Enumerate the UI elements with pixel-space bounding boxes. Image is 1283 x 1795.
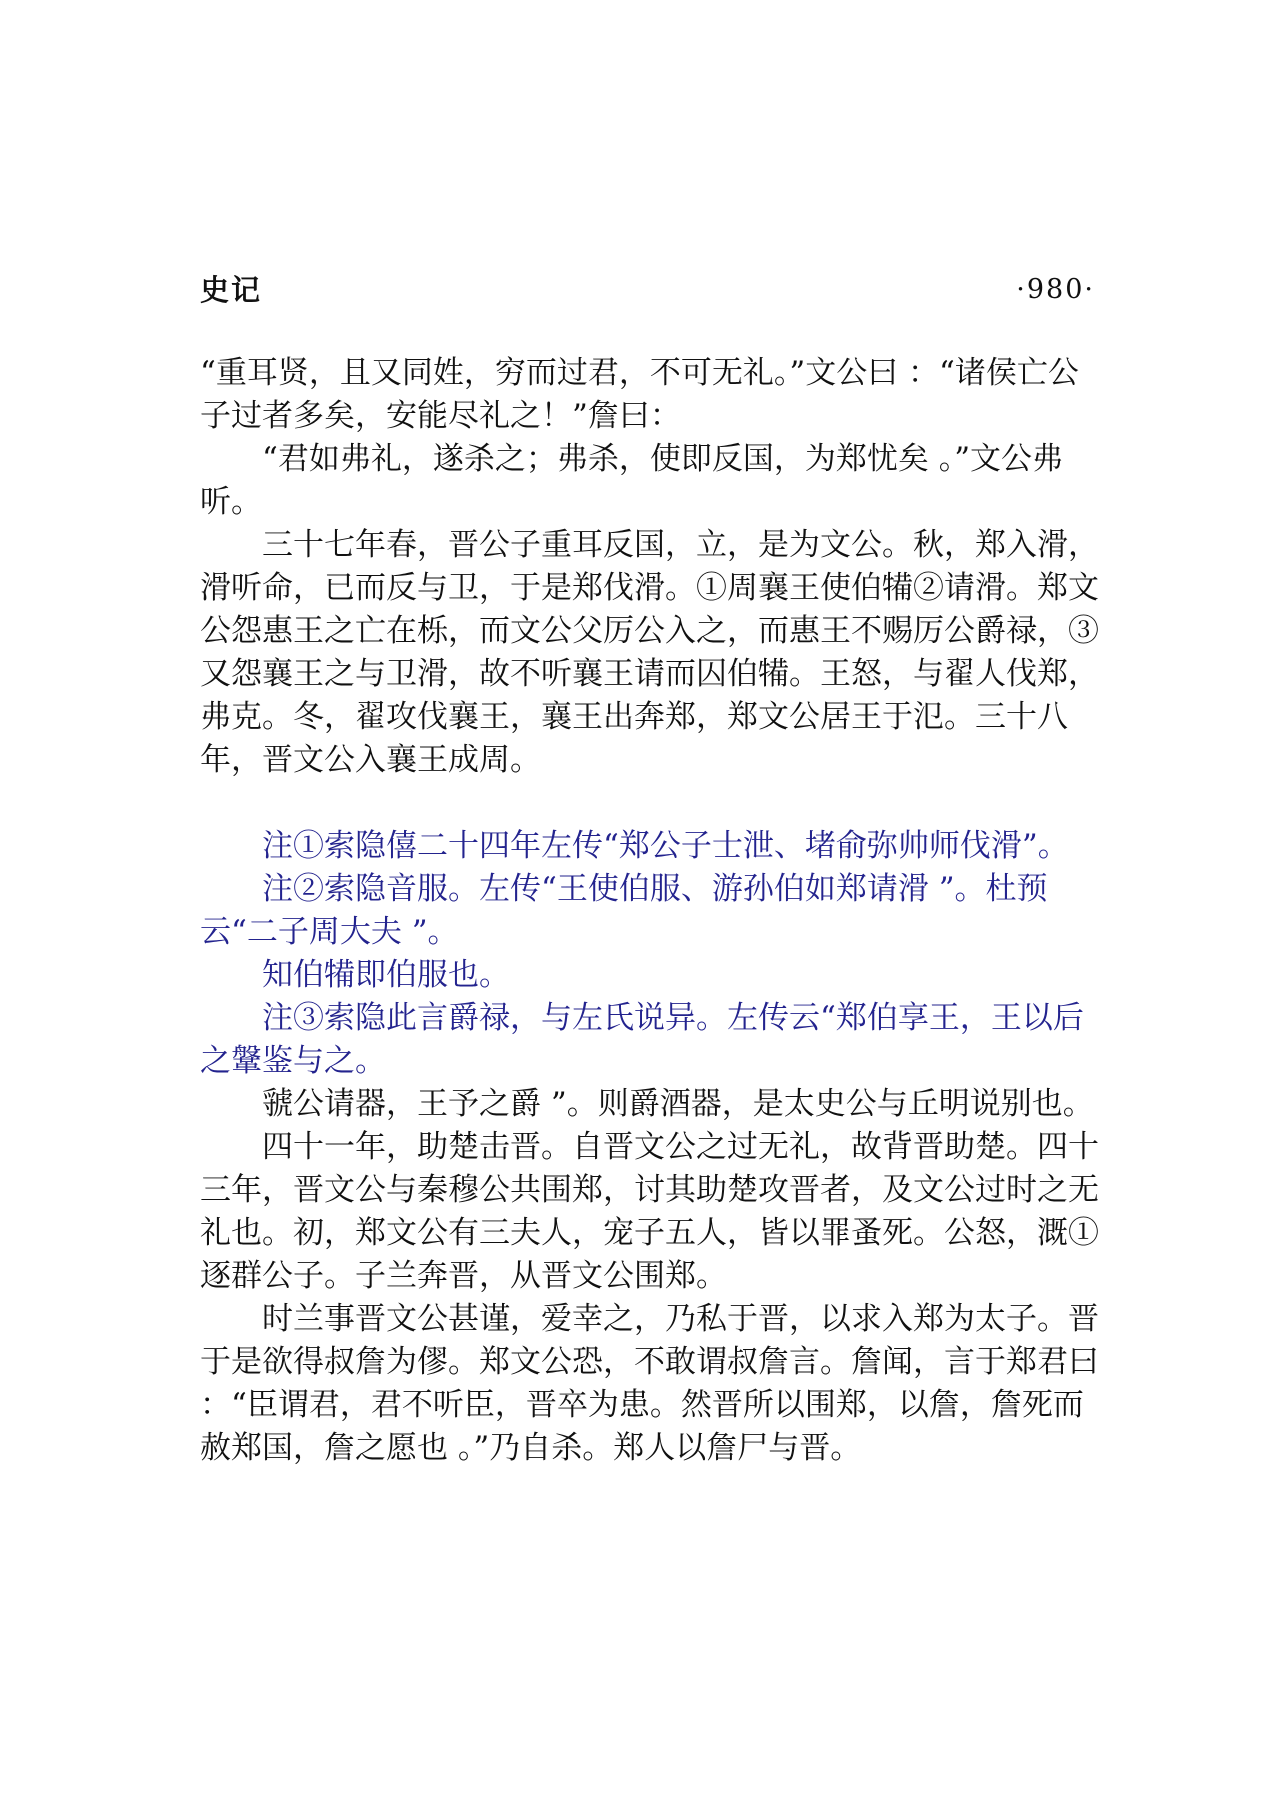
annotation-note: 注③索隐此言爵禄，与左氏说异。左传云“郑伯享王，王以后之鞶鉴与之。 — [200, 1000, 1084, 1079]
annotation-note: 知伯犕即伯服也。 — [262, 957, 510, 993]
text-body — [200, 352, 1105, 1470]
paragraph: “重耳贤，且又同姓，穷而过君，不可无礼。”文公曰 ：“诸侯亡公子过者多矣，安能尽礼之！”詹曰： — [200, 355, 1079, 434]
annotation-note: 注②索隐音服。左传“王使伯服、游孙伯如郑请滑 ”。杜预云“二子周大夫 ”。 — [200, 871, 1048, 950]
page-number: ·980· — [1016, 274, 1095, 305]
paragraph: “君如弗礼，遂杀之；弗杀，使即反国，为郑忧矣 。”文公弗听。 — [200, 441, 1064, 520]
annotation-note: 注①索隐僖二十四年左传“郑公子士泄、堵俞弥帅师伐滑”。 — [262, 828, 1069, 864]
paragraph: 四十一年，助楚击晋。自晋文公之过无礼，故背晋助楚。四十三年，晋文公与秦穆公共围郑，讨其助楚攻晋者，及文公过时之无礼也。初，郑文公有三夫人，宠子五人，皆以罪蚤死。公怒，溉①逐群公子。子兰奔晋，从晋文公围郑。 — [200, 1129, 1099, 1294]
page-header — [200, 268, 1095, 312]
book-title: 史记 — [200, 273, 263, 307]
paragraph: 时兰事晋文公甚谨，爱幸之，乃私于晋，以求入郑为太子。晋于是欲得叔詹为僇。郑文公恐，不敢谓叔詹言。詹闻，言于郑君曰 ：“臣谓君，君不听臣，晋卒为患。然晋所以围郑，以詹，詹死而赦郑国，詹之愿也 。”乃自杀。郑人以詹尸与晋。 — [200, 1301, 1099, 1466]
paragraph-spacer — [200, 782, 1105, 825]
paragraph: 三十七年春，晋公子重耳反国，立，是为文公。秋，郑入滑，滑听命，已而反与卫，于是郑伐滑。①周襄王使伯犕②请滑。郑文公怨惠王之亡在栎，而文公父厉公入之，而惠王不赐厉公爵禄，③又怨襄王之与卫滑，故不听襄王请而囚伯犕。王怒，与翟人伐郑，弗克。冬，翟攻伐襄王，襄王出奔郑，郑文公居王于氾。三十八年，晋文公入襄王成周。 — [200, 527, 1099, 778]
annotation-continuation: 虢公请器，王予之爵 ”。则爵酒器，是太史公与丘明说别也。 — [262, 1086, 1094, 1122]
